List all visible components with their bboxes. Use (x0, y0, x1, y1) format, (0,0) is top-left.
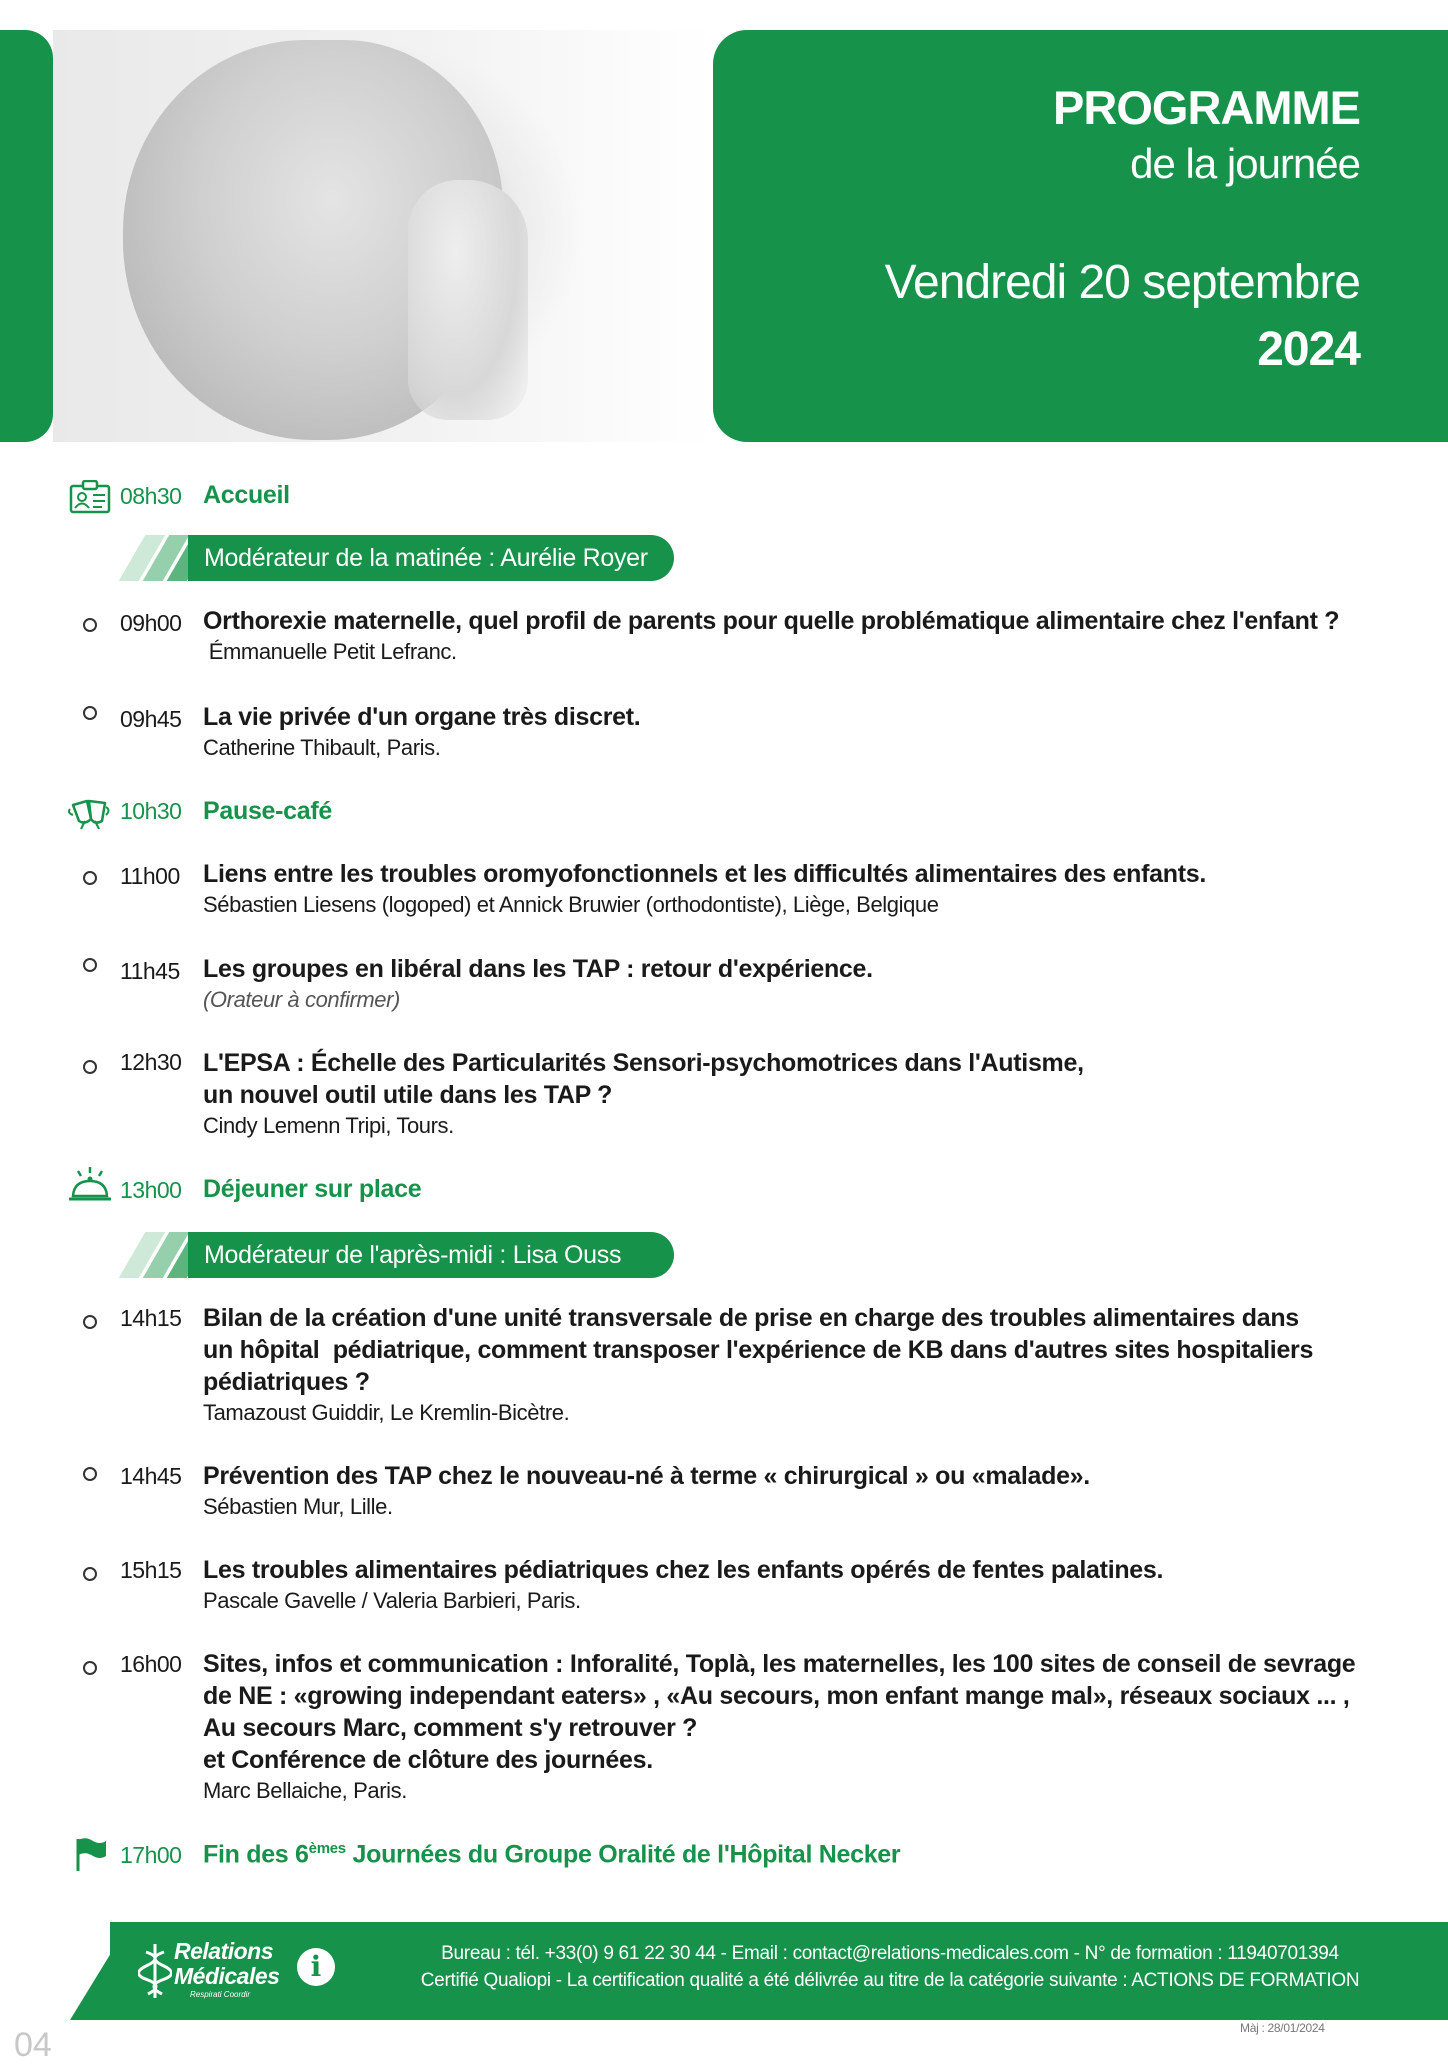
cloche-icon (60, 1165, 120, 1205)
time: 16h00 (120, 1651, 182, 1677)
baby-hand-shape (408, 180, 528, 420)
time: 09h45 (120, 706, 182, 732)
page-subtitle: de la journée (1130, 140, 1360, 187)
session-title: Liens entre les troubles oromyofonctionnels et les difficultés alimentaires des enfants. (203, 860, 1207, 888)
session-speaker: Catherine Thibault, Paris. (203, 735, 441, 760)
moderator-band-afternoon (118, 1232, 674, 1278)
page-number: 04 (14, 2026, 52, 2064)
bullet-icon (60, 945, 120, 985)
bullet-icon (60, 693, 120, 733)
time: 17h00 (120, 1842, 182, 1868)
time: 13h00 (120, 1177, 182, 1203)
time: 12h30 (120, 1049, 182, 1075)
time: 14h45 (120, 1463, 182, 1489)
session-title-line: un hôpital pédiatrique, comment transposer l'expérience de KB dans d'autres sites hospitaliers (203, 1336, 1314, 1364)
event-year: 2024 (1257, 323, 1360, 376)
session-title-line: Bilan de la création d'une unité transversale de prise en charge des troubles alimentaires dans (203, 1304, 1299, 1332)
item-title: Déjeuner sur place (203, 1175, 422, 1203)
session-title: La vie privée d'un organe très discret. (203, 703, 641, 731)
time: 14h15 (120, 1305, 182, 1331)
info-icon: i (297, 1948, 335, 1986)
item-title: Fin des 6èmes Journées du Groupe Oralité de l'Hôpital Necker (203, 1840, 901, 1869)
bullet-icon (60, 1454, 120, 1494)
session-title-line: et Conférence de clôture des journées. (203, 1746, 653, 1774)
session-title: Les groupes en libéral dans les TAP : retour d'expérience. (203, 955, 873, 983)
moderator-morning: Modérateur de la matinée : Aurélie Royer (188, 535, 674, 581)
left-green-tab (0, 30, 53, 442)
moderator-afternoon: Modérateur de l'après-midi : Lisa Ouss (188, 1232, 674, 1278)
session-title-line: un nouvel outil utile dans les TAP ? (203, 1081, 613, 1109)
bullet-icon (60, 858, 120, 898)
baby-photo (53, 30, 713, 442)
bullet-icon (60, 605, 120, 645)
session-title: Prévention des TAP chez le nouveau-né à terme « chirurgical » ou «malade». (203, 1462, 1090, 1490)
moderator-band-morning (118, 535, 674, 581)
bullet-icon (60, 1302, 120, 1342)
session-title-line: Au secours Marc, comment s'y retrouver ? (203, 1714, 698, 1742)
time: 09h00 (120, 610, 182, 636)
session-speaker: (Orateur à confirmer) (203, 987, 400, 1012)
header-box (713, 30, 1448, 442)
event-date: Vendredi 20 septembre (884, 256, 1360, 309)
session-speaker: Marc Bellaiche, Paris. (203, 1778, 407, 1803)
session-title-line: pédiatriques ? (203, 1368, 370, 1396)
footer-certification: Certifié Qualiopi - La certification qualité a été délivrée au titre de la catégorie suivante : ACTIONS DE FORMATION (420, 1970, 1360, 1991)
update-date: Màj : 28/01/2024 (1240, 2021, 1325, 2035)
badge-icon (60, 477, 120, 517)
time: 08h30 (120, 483, 182, 509)
bullet-icon (60, 1648, 120, 1688)
bullet-icon (60, 1047, 120, 1087)
bullet-icon (60, 1554, 120, 1594)
session-title-line: L'EPSA : Échelle des Particularités Sensori-psychomotrices dans l'Autisme, (203, 1049, 1084, 1077)
page-title: PROGRAMME (1053, 81, 1360, 134)
coffee-cups-icon (60, 793, 120, 833)
item-title: Pause-café (203, 797, 333, 825)
flag-icon (60, 1834, 120, 1874)
time: 15h15 (120, 1557, 182, 1583)
session-speaker: Tamazoust Guiddir, Le Kremlin-Bicètre. (203, 1400, 570, 1425)
time: 10h30 (120, 798, 182, 824)
session-speaker: Sébastien Mur, Lille. (203, 1494, 393, 1519)
session-speaker: Pascale Gavelle / Valeria Barbieri, Paris. (203, 1588, 581, 1613)
footer-contact: Bureau : tél. +33(0) 9 61 22 30 44 - Email : contact@relations-medicales.com - N° de formation : 11940701394 (441, 1943, 1339, 1964)
session-title: Les troubles alimentaires pédiatriques chez les enfants opérés de fentes palatines. (203, 1556, 1164, 1584)
session-title-line: de NE : «growing independant eaters» , «Au secours, mon enfant mange mal», réseaux sociaux ... , (203, 1682, 1350, 1710)
session-speaker: Sébastien Liesens (logoped) et Annick Bruwier (orthodontiste), Liège, Belgique (203, 892, 939, 917)
item-title: Accueil (203, 481, 290, 509)
time: 11h45 (120, 958, 180, 984)
caduceus-icon (138, 1940, 172, 2000)
session-title: Orthorexie maternelle, quel profil de parents pour quelle problématique alimentaire chez l'enfant ? (203, 607, 1340, 635)
relations-medicales-logo: Relations Médicales Respirati Coordir (138, 1938, 318, 2008)
session-speaker: Cindy Lemenn Tripi, Tours. (203, 1113, 454, 1138)
session-speaker: Émmanuelle Petit Lefranc. (203, 639, 457, 664)
session-title-line: Sites, infos et communication : Inforalité, Toplà, les maternelles, les 100 sites de conseil de sevrage (203, 1650, 1356, 1678)
time: 11h00 (120, 863, 180, 889)
